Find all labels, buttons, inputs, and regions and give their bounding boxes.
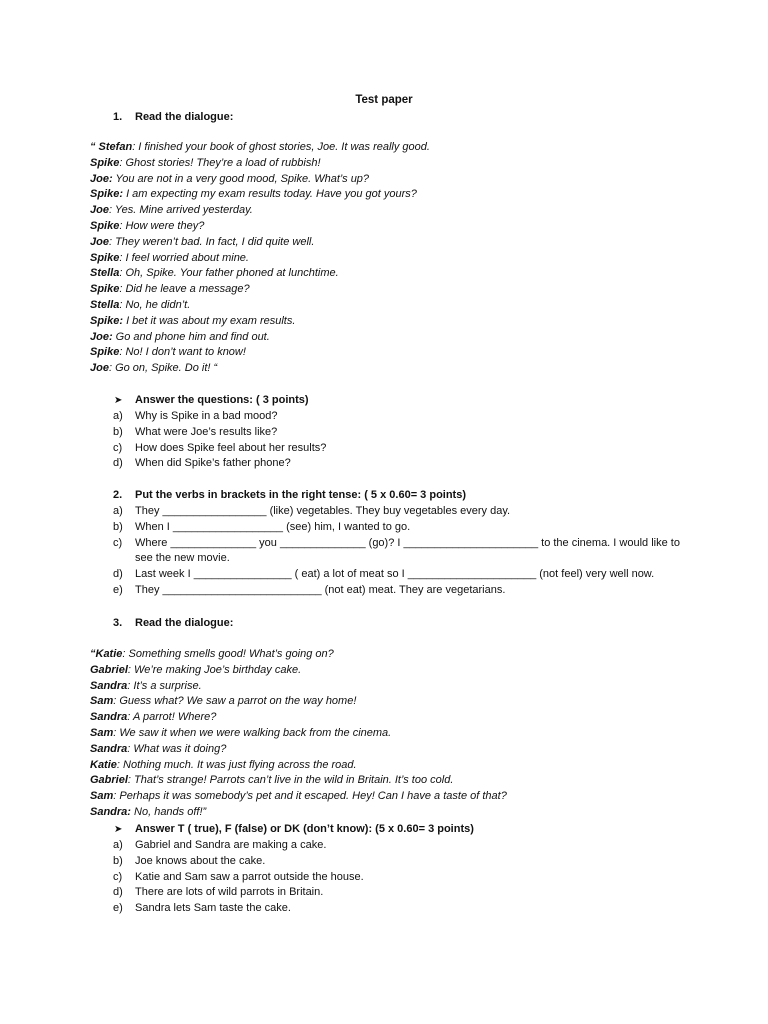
list-item <box>90 583 690 599</box>
speaker-name: “ Stefan <box>90 141 133 153</box>
dialogue-line <box>90 694 690 710</box>
item-label: c) <box>113 441 123 454</box>
speaker-name: Sandra <box>90 711 128 724</box>
section-3-header <box>90 616 690 632</box>
page-title: Test paper <box>355 94 413 106</box>
dialogue-text: : Yes. Mine arrived yesterday. <box>108 204 253 217</box>
dialogue-text: : What was it doing? <box>127 742 227 755</box>
section-2-heading <box>90 488 690 504</box>
dialogue-text: : It’s a surprise. <box>127 679 202 692</box>
item-label: a) <box>113 839 123 851</box>
speaker-name: Spike <box>90 251 120 264</box>
section-1-header <box>90 110 690 126</box>
item-text: They _________________ (like) vegetables. They buy vegetables every day. <box>135 505 511 517</box>
item-label: e) <box>113 902 123 915</box>
section-heading-text: Put the verbs in brackets in the right tense: ( 5 x 0.60= 3 points) <box>135 489 467 501</box>
item-label: b) <box>113 520 123 533</box>
item-label: d) <box>113 457 123 470</box>
dialogue-text: Go and phone him and find out. <box>112 330 270 343</box>
section-number: 2. <box>113 489 123 501</box>
dialogue-line <box>90 330 690 346</box>
speaker-name: Spike <box>90 156 120 169</box>
dialogue-line <box>90 726 690 742</box>
item-label: e) <box>113 583 123 596</box>
dialogue-text: : I finished your book of ghost stories, Joe. It was really good. <box>132 141 430 153</box>
dialogue-line <box>90 203 690 219</box>
dialogue-line <box>90 219 690 235</box>
list-item <box>90 854 690 870</box>
list-item <box>90 425 690 441</box>
questions-heading-text: Answer T ( true), F (false) or DK (don’t know): (5 x 0.60= 3 points) <box>135 823 474 835</box>
dialogue-line <box>90 710 690 726</box>
list-item <box>90 838 690 854</box>
speaker-name: “Katie <box>90 648 123 660</box>
speaker-name: Sandra: <box>90 805 131 818</box>
item-text: When did Spike’s father phone? <box>135 457 291 470</box>
dialogue-line <box>90 172 690 188</box>
item-text: What were Joe’s results like? <box>135 425 278 438</box>
section-2-list <box>90 504 690 599</box>
dialogue-text: You are not in a very good mood, Spike. What’s up? <box>112 172 370 185</box>
item-label: d) <box>113 568 123 581</box>
list-item <box>90 870 690 886</box>
list-item <box>90 520 690 536</box>
speaker-name: Sandra <box>90 679 128 692</box>
questions-heading-text: Answer the questions: ( 3 points) <box>135 394 309 406</box>
item-text: Joe knows about the cake. <box>135 854 266 867</box>
speaker-name: Sam <box>90 790 114 803</box>
dialogue-text: : I feel worried about mine. <box>119 251 249 264</box>
speaker-name: Spike <box>90 346 120 359</box>
speaker-name: Joe <box>90 204 109 217</box>
item-label: b) <box>113 425 123 438</box>
item-text: How does Spike feel about her results? <box>135 441 327 454</box>
item-text: There are lots of wild parrots in Britain. <box>135 886 324 899</box>
dialogue-text: : Oh, Spike. Your father phoned at lunchtime. <box>119 267 339 280</box>
item-text: When I __________________ (see) him, I wanted to go. <box>135 520 411 533</box>
dialogue-text: I bet it was about my exam results. <box>123 314 296 327</box>
dialogue-text: : Perhaps it was somebody’s pet and it escaped. Hey! Can I have a taste of that? <box>113 790 507 803</box>
dialogue-line <box>90 345 690 361</box>
dialogue-text: : No! I don’t want to know! <box>119 346 246 359</box>
dialogue-line <box>90 140 690 156</box>
speaker-name: Katie <box>90 758 117 771</box>
dialogue-text: I am expecting my exam results today. Have you got yours? <box>123 188 417 201</box>
dialogue-text: : No, he didn’t. <box>119 298 191 311</box>
item-label: a) <box>113 505 123 517</box>
speaker-name: Sandra <box>90 742 128 755</box>
section-number: 1. <box>113 111 123 123</box>
dialogue-line <box>90 282 690 298</box>
dialogue-line <box>90 187 690 203</box>
dialogue-line <box>90 314 690 330</box>
list-item <box>90 567 690 583</box>
speaker-name: Spike: <box>90 314 124 327</box>
list-item <box>90 536 690 568</box>
speaker-name: Spike <box>90 283 120 296</box>
dialogue-text: : That’s strange! Parrots can’t live in the wild in Britain. It’s too cold. <box>127 774 454 787</box>
item-text: Why is Spike in a bad mood? <box>135 410 278 422</box>
dialogue-text: : They weren’t bad. In fact, I did quite well. <box>108 235 315 248</box>
speaker-name: Sam <box>90 726 114 739</box>
questions-3 <box>90 822 690 917</box>
dialogue-text: : Go on, Spike. Do it! “ <box>108 362 218 375</box>
item-label: c) <box>113 870 123 883</box>
dialogue-text: : Did he leave a message? <box>119 283 250 296</box>
list-item <box>90 441 690 457</box>
dialogue-line <box>90 361 690 377</box>
item-text: Katie and Sam saw a parrot outside the house. <box>135 870 364 883</box>
dialogue-text: No, hands off!” <box>130 805 207 818</box>
section-1-heading <box>90 110 690 126</box>
dialogue-line <box>90 758 690 774</box>
questions-1-heading <box>90 393 690 409</box>
dialogue-line <box>90 742 690 758</box>
section-heading-text: Read the dialogue: <box>135 111 234 123</box>
item-label: a) <box>113 410 123 422</box>
speaker-name: Stella <box>90 298 120 311</box>
dialogue-line <box>90 298 690 314</box>
speaker-name: Gabriel <box>90 774 128 787</box>
dialogue-line <box>90 789 690 805</box>
dialogue-text: : We’re making Joe’s birthday cake. <box>127 663 302 676</box>
speaker-name: Joe: <box>90 172 113 185</box>
speaker-name: Spike: <box>90 188 124 201</box>
list-item <box>90 456 690 472</box>
speaker-name: Sam <box>90 695 114 708</box>
item-text: Where ______________ you ______________ (go)? I ______________________ to the cinema. I would like to see the new movie. <box>135 536 680 565</box>
dialogue-text: : Nothing much. It was just flying across the road. <box>116 758 357 771</box>
dialogue-line <box>90 679 690 695</box>
dialogue-line <box>90 647 690 663</box>
arrow-bullet-icon: ➤ <box>114 824 123 835</box>
speaker-name: Joe <box>90 362 109 375</box>
section-2 <box>90 488 690 599</box>
dialogue-text: : Something smells good! What’s going on? <box>122 648 334 660</box>
item-text: They __________________________ (not eat) meat. They are vegetarians. <box>135 583 506 596</box>
dialogue-line <box>90 156 690 172</box>
section-number: 3. <box>113 617 123 629</box>
list-item <box>90 409 690 425</box>
arrow-bullet-icon: ➤ <box>114 395 123 406</box>
dialogue-3 <box>90 647 690 821</box>
dialogue-text: : Guess what? We saw a parrot on the way home! <box>113 695 357 708</box>
list-item <box>90 504 690 520</box>
dialogue-line <box>90 251 690 267</box>
dialogue-line <box>90 235 690 251</box>
section-3-heading <box>90 616 690 632</box>
section-heading-text: Read the dialogue: <box>135 617 234 629</box>
item-label: c) <box>113 536 123 549</box>
item-text: Gabriel and Sandra are making a cake. <box>135 839 327 851</box>
dialogue-text: : A parrot! Where? <box>127 711 217 724</box>
item-text: Last week I ________________ ( eat) a lot of meat so I _____________________ (not feel) very well now. <box>135 568 655 581</box>
list-item <box>90 885 690 901</box>
dialogue-line <box>90 805 690 821</box>
questions-3-heading <box>90 822 690 838</box>
list-item <box>90 901 690 917</box>
questions-1-list <box>90 409 690 472</box>
dialogue-text: : We saw it when we were walking back from the cinema. <box>113 726 392 739</box>
item-text: Sandra lets Sam taste the cake. <box>135 902 291 915</box>
speaker-name: Joe: <box>90 330 113 343</box>
dialogue-1 <box>90 140 690 377</box>
speaker-name: Spike <box>90 219 120 232</box>
item-label: b) <box>113 854 123 867</box>
speaker-name: Gabriel <box>90 663 128 676</box>
dialogue-text: : How were they? <box>119 219 205 232</box>
speaker-name: Joe <box>90 235 109 248</box>
dialogue-text: : Ghost stories! They’re a load of rubbish! <box>119 156 321 169</box>
questions-3-list <box>90 838 690 917</box>
dialogue-line <box>90 773 690 789</box>
dialogue-line <box>90 663 690 679</box>
speaker-name: Stella <box>90 267 120 280</box>
questions-1 <box>90 393 690 472</box>
item-label: d) <box>113 886 123 899</box>
dialogue-line <box>90 266 690 282</box>
